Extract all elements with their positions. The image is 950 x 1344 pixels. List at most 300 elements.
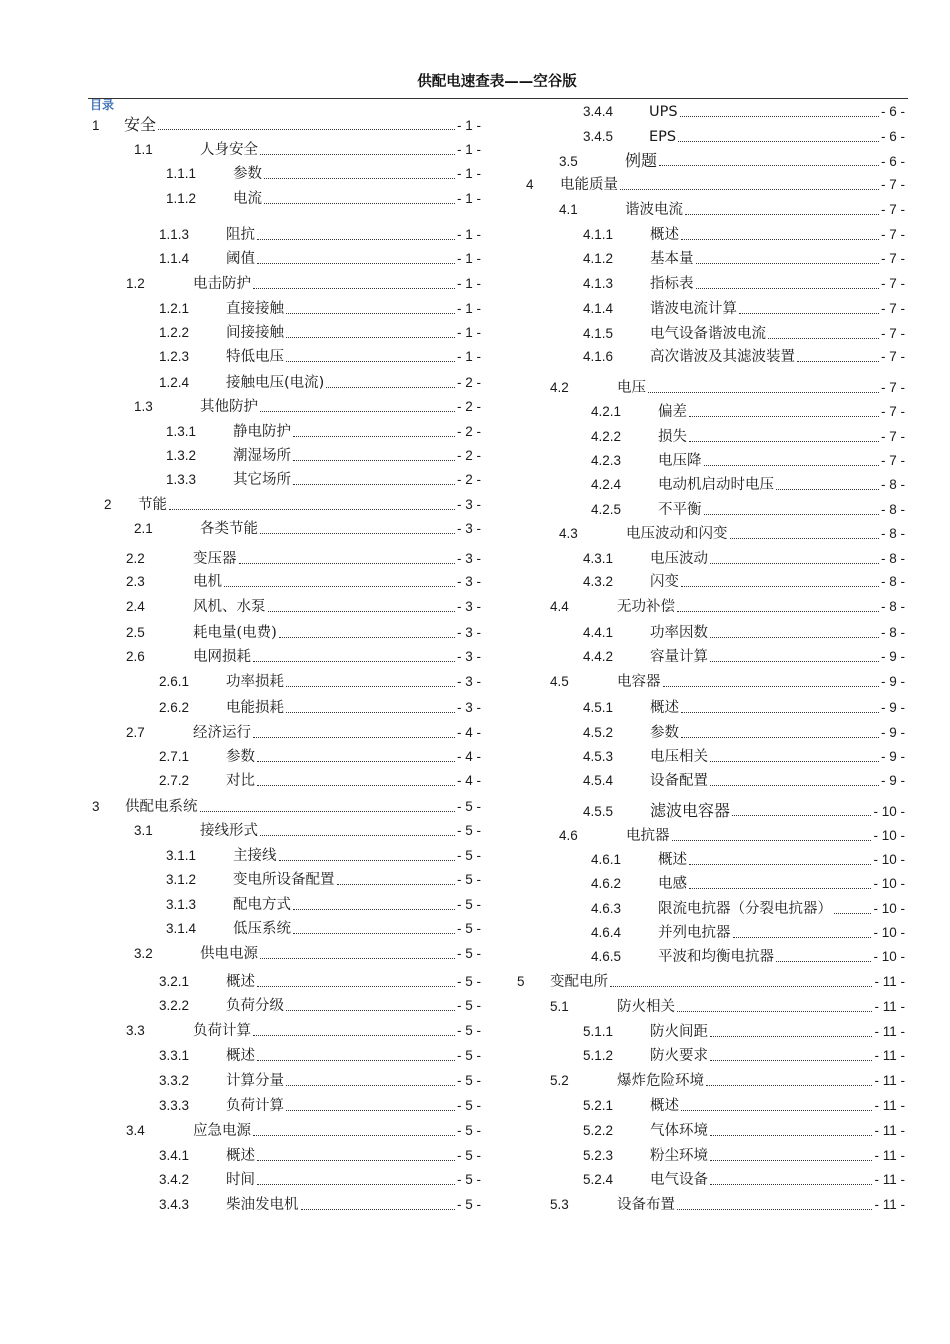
toc-dot-leader — [710, 563, 879, 564]
toc-dot-leader — [677, 611, 879, 612]
toc-entry-page: - 1 - — [456, 325, 481, 340]
toc-dot-leader — [286, 337, 455, 338]
toc-entry[interactable] — [92, 797, 481, 817]
toc-entry-title: 基本量 — [650, 251, 694, 267]
toc-entry-title: 电压相关 — [650, 749, 708, 765]
toc-entry[interactable] — [159, 1046, 481, 1066]
toc-entry[interactable] — [591, 427, 905, 447]
toc-entry[interactable] — [583, 1046, 905, 1066]
toc-entry-title: 负荷分级 — [226, 998, 284, 1014]
toc-dot-leader — [260, 411, 455, 412]
toc-dot-leader — [677, 1011, 872, 1012]
toc-entry[interactable] — [591, 451, 905, 471]
toc-entry-title: 电流 — [233, 191, 262, 207]
toc-dot-leader — [293, 436, 455, 437]
toc-entry-page: - 7 - — [880, 453, 905, 468]
toc-entry-page: - 3 - — [456, 700, 481, 715]
toc-entry-title: 设备布置 — [617, 1197, 675, 1213]
toc-entry-title: EPS — [649, 129, 677, 145]
toc-dot-leader — [620, 189, 879, 190]
toc-entry[interactable] — [583, 572, 905, 592]
toc-entry-number: 3.5 — [559, 154, 578, 169]
toc-entry[interactable] — [166, 870, 481, 890]
toc-entry[interactable] — [134, 140, 481, 160]
toc-entry-title: 气体环境 — [650, 1123, 708, 1139]
toc-dot-leader — [260, 835, 455, 836]
toc-entry[interactable] — [583, 1022, 905, 1042]
toc-entry[interactable] — [550, 1195, 905, 1215]
toc-dot-leader — [158, 129, 455, 130]
toc-entry[interactable] — [159, 249, 481, 269]
toc-entry[interactable] — [583, 1096, 905, 1116]
toc-entry-number: 4.3.2 — [583, 574, 614, 589]
toc-entry-title: 特低电压 — [226, 349, 284, 365]
toc-entry-number: 4.3.1 — [583, 551, 614, 566]
toc-entry-title: 谐波电流计算 — [650, 301, 737, 317]
toc-entry[interactable] — [550, 672, 905, 692]
toc-entry-number: 3.4.2 — [159, 1172, 190, 1187]
toc-entry-page: - 10 - — [873, 901, 905, 916]
toc-dot-leader — [797, 361, 879, 362]
toc-entry-number: 3.3.2 — [159, 1073, 190, 1088]
toc-dot-leader — [696, 263, 879, 264]
toc-entry[interactable] — [583, 274, 905, 294]
toc-dot-leader — [239, 563, 455, 564]
toc-entry-number: 5.2.3 — [583, 1148, 614, 1163]
toc-entry-page: - 2 - — [456, 424, 481, 439]
toc-entry-number: 3.2 — [134, 946, 153, 961]
toc-entry-number: 2.7.1 — [159, 749, 190, 764]
toc-entry-page: - 10 - — [873, 804, 905, 819]
toc-entry[interactable] — [583, 347, 905, 367]
toc-dot-leader — [663, 686, 879, 687]
toc-entry-page: - 3 - — [456, 551, 481, 566]
toc-entry[interactable] — [550, 378, 905, 398]
toc-entry-title: 概述 — [650, 1098, 679, 1114]
document-title: 供配电速查表——空谷版 — [417, 74, 577, 90]
toc-entry[interactable] — [583, 801, 905, 821]
toc-entry-title: 不平衡 — [658, 502, 702, 518]
toc-entry[interactable] — [591, 899, 905, 919]
toc-entry[interactable] — [550, 597, 905, 617]
toc-entry[interactable] — [591, 500, 905, 520]
toc-entry[interactable] — [104, 495, 481, 515]
toc-entry[interactable] — [166, 189, 481, 209]
toc-entry-title: 阈值 — [226, 251, 255, 267]
toc-dot-leader — [659, 165, 879, 166]
toc-entry-number: 4.4 — [550, 599, 569, 614]
toc-entry-page: - 9 - — [880, 749, 905, 764]
toc-entry[interactable] — [159, 996, 481, 1016]
toc-entry-title: 概述 — [658, 852, 687, 868]
toc-entry[interactable] — [583, 747, 905, 767]
toc-entry-title: 经济运行 — [193, 725, 251, 741]
toc-entry-title: 静电防护 — [233, 424, 291, 440]
toc-entry-title: 电压 — [617, 380, 646, 396]
toc-entry-page: - 2 - — [456, 448, 481, 463]
toc-dot-leader — [710, 637, 879, 638]
toc-entry-number: 3.4.4 — [583, 104, 614, 119]
toc-dot-leader — [689, 416, 879, 417]
toc-entry[interactable] — [166, 895, 481, 915]
toc-entry[interactable] — [591, 475, 905, 495]
toc-entry[interactable] — [126, 723, 481, 743]
toc-entry-number: 1.1.2 — [166, 191, 197, 206]
toc-entry[interactable] — [134, 397, 481, 417]
toc-entry[interactable] — [583, 1146, 905, 1166]
toc-dot-leader — [733, 937, 872, 938]
toc-entry-page: - 10 - — [873, 828, 905, 843]
toc-entry-title: 设备配置 — [650, 773, 708, 789]
toc-entry-title: 电压降 — [658, 453, 702, 469]
toc-entry-number: 1.2.4 — [159, 375, 190, 390]
toc-entry-title: 防火间距 — [650, 1024, 708, 1040]
toc-dot-leader — [257, 1184, 455, 1185]
toc-entry[interactable] — [126, 597, 481, 617]
toc-entry-title: 电能质量 — [560, 177, 618, 193]
toc-entry-title: 电容器 — [617, 674, 661, 690]
toc-dot-leader — [704, 465, 879, 466]
toc-entry-number: 1.1.4 — [159, 251, 190, 266]
toc-entry[interactable] — [159, 1071, 481, 1091]
toc-entry-title: 人身安全 — [200, 142, 258, 158]
toc-entry-title: 电网损耗 — [193, 649, 251, 665]
toc-dot-leader — [326, 387, 455, 388]
toc-entry-number: 4.6.4 — [591, 925, 622, 940]
toc-entry[interactable] — [159, 1096, 481, 1116]
toc-entry[interactable] — [583, 324, 905, 344]
toc-entry[interactable] — [583, 127, 905, 147]
toc-entry-title: 损失 — [658, 429, 687, 445]
toc-entry-title: 电动机启动时电压 — [658, 477, 774, 493]
toc-dot-leader — [681, 586, 879, 587]
toc-entry-page: - 2 - — [456, 399, 481, 414]
toc-entry-number: 2.6.2 — [159, 700, 190, 715]
toc-entry-page: - 7 - — [880, 202, 905, 217]
toc-entry[interactable] — [159, 1170, 481, 1190]
toc-entry-page: - 9 - — [880, 725, 905, 740]
toc-dot-leader — [681, 737, 879, 738]
toc-entry-number: 3.3.1 — [159, 1048, 190, 1063]
toc-entry-title: 功率因数 — [650, 625, 708, 641]
toc-dot-leader — [253, 1035, 455, 1036]
toc-entry[interactable] — [526, 175, 905, 195]
toc-entry-title: 指标表 — [650, 276, 694, 292]
toc-entry-page: - 11 - — [874, 999, 905, 1014]
toc-entry-page: - 6 - — [880, 154, 905, 169]
toc-entry-page: - 11 - — [874, 1148, 905, 1163]
toc-entry-title: 节能 — [138, 497, 167, 513]
toc-entry-page: - 11 - — [874, 1172, 905, 1187]
toc-entry[interactable] — [126, 572, 481, 592]
toc-entry-number: 5.2.1 — [583, 1098, 614, 1113]
toc-entry[interactable] — [134, 519, 481, 539]
toc-entry[interactable] — [559, 200, 905, 220]
toc-entry-title: 低压系统 — [233, 921, 291, 937]
toc-entry[interactable] — [559, 151, 905, 171]
toc-entry[interactable] — [126, 623, 481, 643]
toc-entry-title: 概述 — [650, 227, 679, 243]
toc-entry-title: 间接接触 — [226, 325, 284, 341]
toc-entry-number: 3.4.1 — [159, 1148, 190, 1163]
toc-entry-number: 3.1.2 — [166, 872, 197, 887]
toc-entry-page: - 5 - — [456, 1023, 481, 1038]
toc-entry[interactable] — [166, 164, 481, 184]
toc-entry-number: 4.6.2 — [591, 876, 622, 891]
toc-entry[interactable] — [583, 1121, 905, 1141]
toc-entry-number: 4.6.5 — [591, 949, 622, 964]
toc-entry-page: - 5 - — [456, 1148, 481, 1163]
toc-entry-title: 对比 — [226, 773, 255, 789]
toc-entry-page: - 3 - — [456, 625, 481, 640]
toc-dot-leader — [253, 1135, 455, 1136]
toc-dot-leader — [739, 313, 879, 314]
toc-entry-title: 电击防护 — [193, 276, 251, 292]
toc-dot-leader — [672, 840, 872, 841]
toc-dot-leader — [293, 909, 455, 910]
toc-entry-page: - 8 - — [880, 574, 905, 589]
toc-entry[interactable] — [559, 524, 905, 544]
toc-entry[interactable] — [159, 1146, 481, 1166]
toc-entry-title: 风机、水泵 — [193, 599, 266, 615]
toc-entry-page: - 5 - — [456, 1197, 481, 1212]
toc-entry-page: - 5 - — [456, 974, 481, 989]
toc-entry[interactable] — [583, 623, 905, 643]
toc-dot-leader — [689, 888, 871, 889]
toc-entry-title: 并列电抗器 — [658, 925, 731, 941]
toc-entry[interactable] — [591, 850, 905, 870]
toc-entry-title: 供配电系统 — [125, 799, 198, 815]
toc-entry[interactable] — [126, 274, 481, 294]
toc-dot-leader — [257, 986, 455, 987]
toc-dot-leader — [706, 1085, 872, 1086]
toc-entry-title: 容量计算 — [650, 649, 708, 665]
toc-dot-leader — [710, 1060, 872, 1061]
toc-entry-number: 3.4.5 — [583, 129, 614, 144]
toc-entry[interactable] — [517, 972, 905, 992]
toc-entry-page: - 3 - — [456, 674, 481, 689]
toc-entry-page: - 11 - — [874, 974, 905, 989]
toc-entry-page: - 5 - — [456, 1048, 481, 1063]
toc-entry-title: 负荷计算 — [226, 1098, 284, 1114]
toc-dot-leader — [169, 509, 455, 510]
toc-entry-title: 柴油发电机 — [226, 1197, 299, 1213]
toc-dot-leader — [610, 986, 872, 987]
toc-entry[interactable] — [591, 947, 905, 967]
toc-dot-leader — [689, 441, 879, 442]
toc-entry-number: 4.5 — [550, 674, 569, 689]
toc-entry-page: - 3 - — [456, 521, 481, 536]
toc-dot-leader — [710, 1184, 872, 1185]
toc-entry-page: - 9 - — [880, 649, 905, 664]
toc-entry-title: 无功补偿 — [617, 599, 675, 615]
toc-entry-title: 应急电源 — [193, 1123, 251, 1139]
toc-entry-page: - 10 - — [873, 925, 905, 940]
toc-dot-leader — [337, 884, 455, 885]
toc-entry-number: 5 — [517, 974, 525, 989]
toc-dot-leader — [286, 361, 455, 362]
toc-entry-title: 概述 — [226, 974, 255, 990]
toc-entry-title: 概述 — [226, 1048, 255, 1064]
toc-entry-number: 1.2.3 — [159, 349, 190, 364]
toc-dot-leader — [685, 214, 879, 215]
toc-dot-leader — [677, 1209, 872, 1210]
toc-entry-title: 限流电抗器（分裂电抗器） — [658, 901, 832, 917]
toc-entry-title: 偏差 — [658, 404, 687, 420]
toc-entry-title: 变电所设备配置 — [233, 872, 335, 888]
toc-entry-page: - 7 - — [880, 276, 905, 291]
toc-entry-number: 2 — [104, 497, 112, 512]
toc-entry[interactable] — [126, 647, 481, 667]
toc-entry-page: - 9 - — [880, 700, 905, 715]
toc-dot-leader — [293, 460, 455, 461]
toc-entry[interactable] — [583, 249, 905, 269]
toc-entry-page: - 5 - — [456, 848, 481, 863]
toc-entry[interactable] — [166, 846, 481, 866]
toc-entry[interactable] — [159, 672, 481, 692]
toc-entry[interactable] — [166, 919, 481, 939]
toc-dot-leader — [710, 1036, 872, 1037]
toc-entry[interactable] — [550, 1071, 905, 1091]
toc-dot-leader — [680, 116, 879, 117]
toc-entry-number: 3.1.4 — [166, 921, 197, 936]
toc-entry[interactable] — [583, 102, 905, 122]
toc-entry[interactable] — [583, 723, 905, 743]
toc-entry-page: - 1 - — [456, 191, 481, 206]
toc-entry-number: 4.6.1 — [591, 852, 622, 867]
toc-entry-number: 4.1.5 — [583, 326, 614, 341]
toc-entry[interactable] — [166, 470, 481, 490]
toc-entry-page: - 7 - — [880, 429, 905, 444]
toc-entry[interactable] — [159, 698, 481, 718]
toc-entry-page: - 3 - — [456, 497, 481, 512]
toc-entry[interactable] — [166, 446, 481, 466]
toc-entry[interactable] — [159, 299, 481, 319]
toc-entry[interactable] — [159, 373, 481, 393]
toc-entry-title: 负荷计算 — [193, 1023, 251, 1039]
toc-entry[interactable] — [159, 225, 481, 245]
toc-entry-number: 5.2 — [550, 1073, 569, 1088]
toc-entry-title: 电压波动 — [650, 551, 708, 567]
toc-entry-title: 例题 — [625, 151, 658, 170]
toc-entry[interactable] — [583, 698, 905, 718]
toc-entry-number: 2.6 — [126, 649, 145, 664]
toc-entry-number: 4.2.5 — [591, 502, 622, 517]
toc-entry[interactable] — [583, 549, 905, 569]
toc-entry-page: - 11 - — [874, 1073, 905, 1088]
toc-entry-title: 变配电所 — [550, 974, 608, 990]
toc-entry-number: 3.2.1 — [159, 974, 190, 989]
toc-entry-title: 滤波电容器 — [650, 801, 731, 820]
toc-entry[interactable] — [591, 874, 905, 894]
toc-entry-title: 参数 — [233, 166, 262, 182]
toc-entry[interactable] — [159, 771, 481, 791]
toc-entry-page: - 10 - — [873, 949, 905, 964]
toc-entry-title: 电机 — [193, 574, 222, 590]
toc-entry-number: 1 — [92, 118, 100, 133]
toc-entry-number: 3.3.3 — [159, 1098, 190, 1113]
toc-entry-number: 4.2.4 — [591, 477, 622, 492]
toc-entry[interactable] — [559, 826, 905, 846]
toc-entry-number: 3.2.2 — [159, 998, 190, 1013]
toc-entry-page: - 11 - — [874, 1197, 905, 1212]
toc-entry-number: 4.5.2 — [583, 725, 614, 740]
toc-entry-page: - 1 - — [456, 118, 481, 133]
toc-entry-page: - 1 - — [456, 349, 481, 364]
toc-entry[interactable] — [159, 323, 481, 343]
toc-entry-title: 计算分量 — [226, 1073, 284, 1089]
toc-entry-page: - 4 - — [456, 749, 481, 764]
toc-entry[interactable] — [583, 647, 905, 667]
toc-entry-number: 2.5 — [126, 625, 145, 640]
toc-entry[interactable] — [159, 747, 481, 767]
toc-entry-page: - 5 - — [456, 872, 481, 887]
toc-entry-number: 3.1 — [134, 823, 153, 838]
toc-entry-number: 4.6.3 — [591, 901, 622, 916]
toc-dot-leader — [710, 785, 879, 786]
toc-entry-page: - 9 - — [880, 773, 905, 788]
toc-entry[interactable] — [134, 821, 481, 841]
toc-entry-number: 5.2.2 — [583, 1123, 614, 1138]
toc-entry-page: - 8 - — [880, 502, 905, 517]
toc-entry-number: 4.5.4 — [583, 773, 614, 788]
toc-entry[interactable] — [92, 115, 481, 135]
toc-entry[interactable] — [159, 347, 481, 367]
toc-entry[interactable] — [126, 1021, 481, 1041]
toc-entry-number: 1.2 — [126, 276, 145, 291]
toc-dot-leader — [257, 1160, 455, 1161]
toc-entry-number: 4.1.3 — [583, 276, 614, 291]
toc-entry[interactable] — [583, 1170, 905, 1190]
toc-entry[interactable] — [550, 997, 905, 1017]
toc-entry-page: - 11 - — [874, 1123, 905, 1138]
toc-entry[interactable] — [583, 225, 905, 245]
toc-entry[interactable] — [591, 923, 905, 943]
toc-entry[interactable] — [134, 944, 481, 964]
toc-entry-title: 耗电量(电费) — [193, 625, 277, 641]
toc-entry-page: - 3 - — [456, 574, 481, 589]
toc-dot-leader — [253, 288, 455, 289]
toc-entry-number: 1.1 — [134, 142, 153, 157]
toc-entry[interactable] — [583, 771, 905, 791]
toc-entry[interactable] — [159, 1195, 481, 1215]
toc-entry[interactable] — [166, 422, 481, 442]
toc-entry[interactable] — [159, 972, 481, 992]
toc-entry[interactable] — [126, 1121, 481, 1141]
toc-entry-page: - 4 - — [456, 725, 481, 740]
toc-entry-number: 4.2 — [550, 380, 569, 395]
toc-entry-number: 3.4 — [126, 1123, 145, 1138]
toc-entry-page: - 6 - — [880, 104, 905, 119]
toc-entry-page: - 7 - — [880, 177, 905, 192]
toc-dot-leader — [710, 661, 879, 662]
toc-entry-number: 1.1.1 — [166, 166, 197, 181]
toc-entry[interactable] — [583, 299, 905, 319]
toc-entry[interactable] — [126, 549, 481, 569]
toc-entry-number: 4.2.1 — [591, 404, 622, 419]
toc-entry-number: 4.6 — [559, 828, 578, 843]
toc-entry-number: 4.4.1 — [583, 625, 614, 640]
toc-entry-page: - 7 - — [880, 251, 905, 266]
toc-dot-leader — [681, 239, 879, 240]
toc-label: 目录 — [90, 98, 115, 112]
toc-entry-title: 高次谐波及其滤波装置 — [650, 349, 795, 365]
toc-dot-leader — [268, 611, 455, 612]
toc-entry-number: 4.1 — [559, 202, 578, 217]
toc-entry-number: 4.1.6 — [583, 349, 614, 364]
toc-entry[interactable] — [591, 402, 905, 422]
toc-entry-page: - 6 - — [880, 129, 905, 144]
